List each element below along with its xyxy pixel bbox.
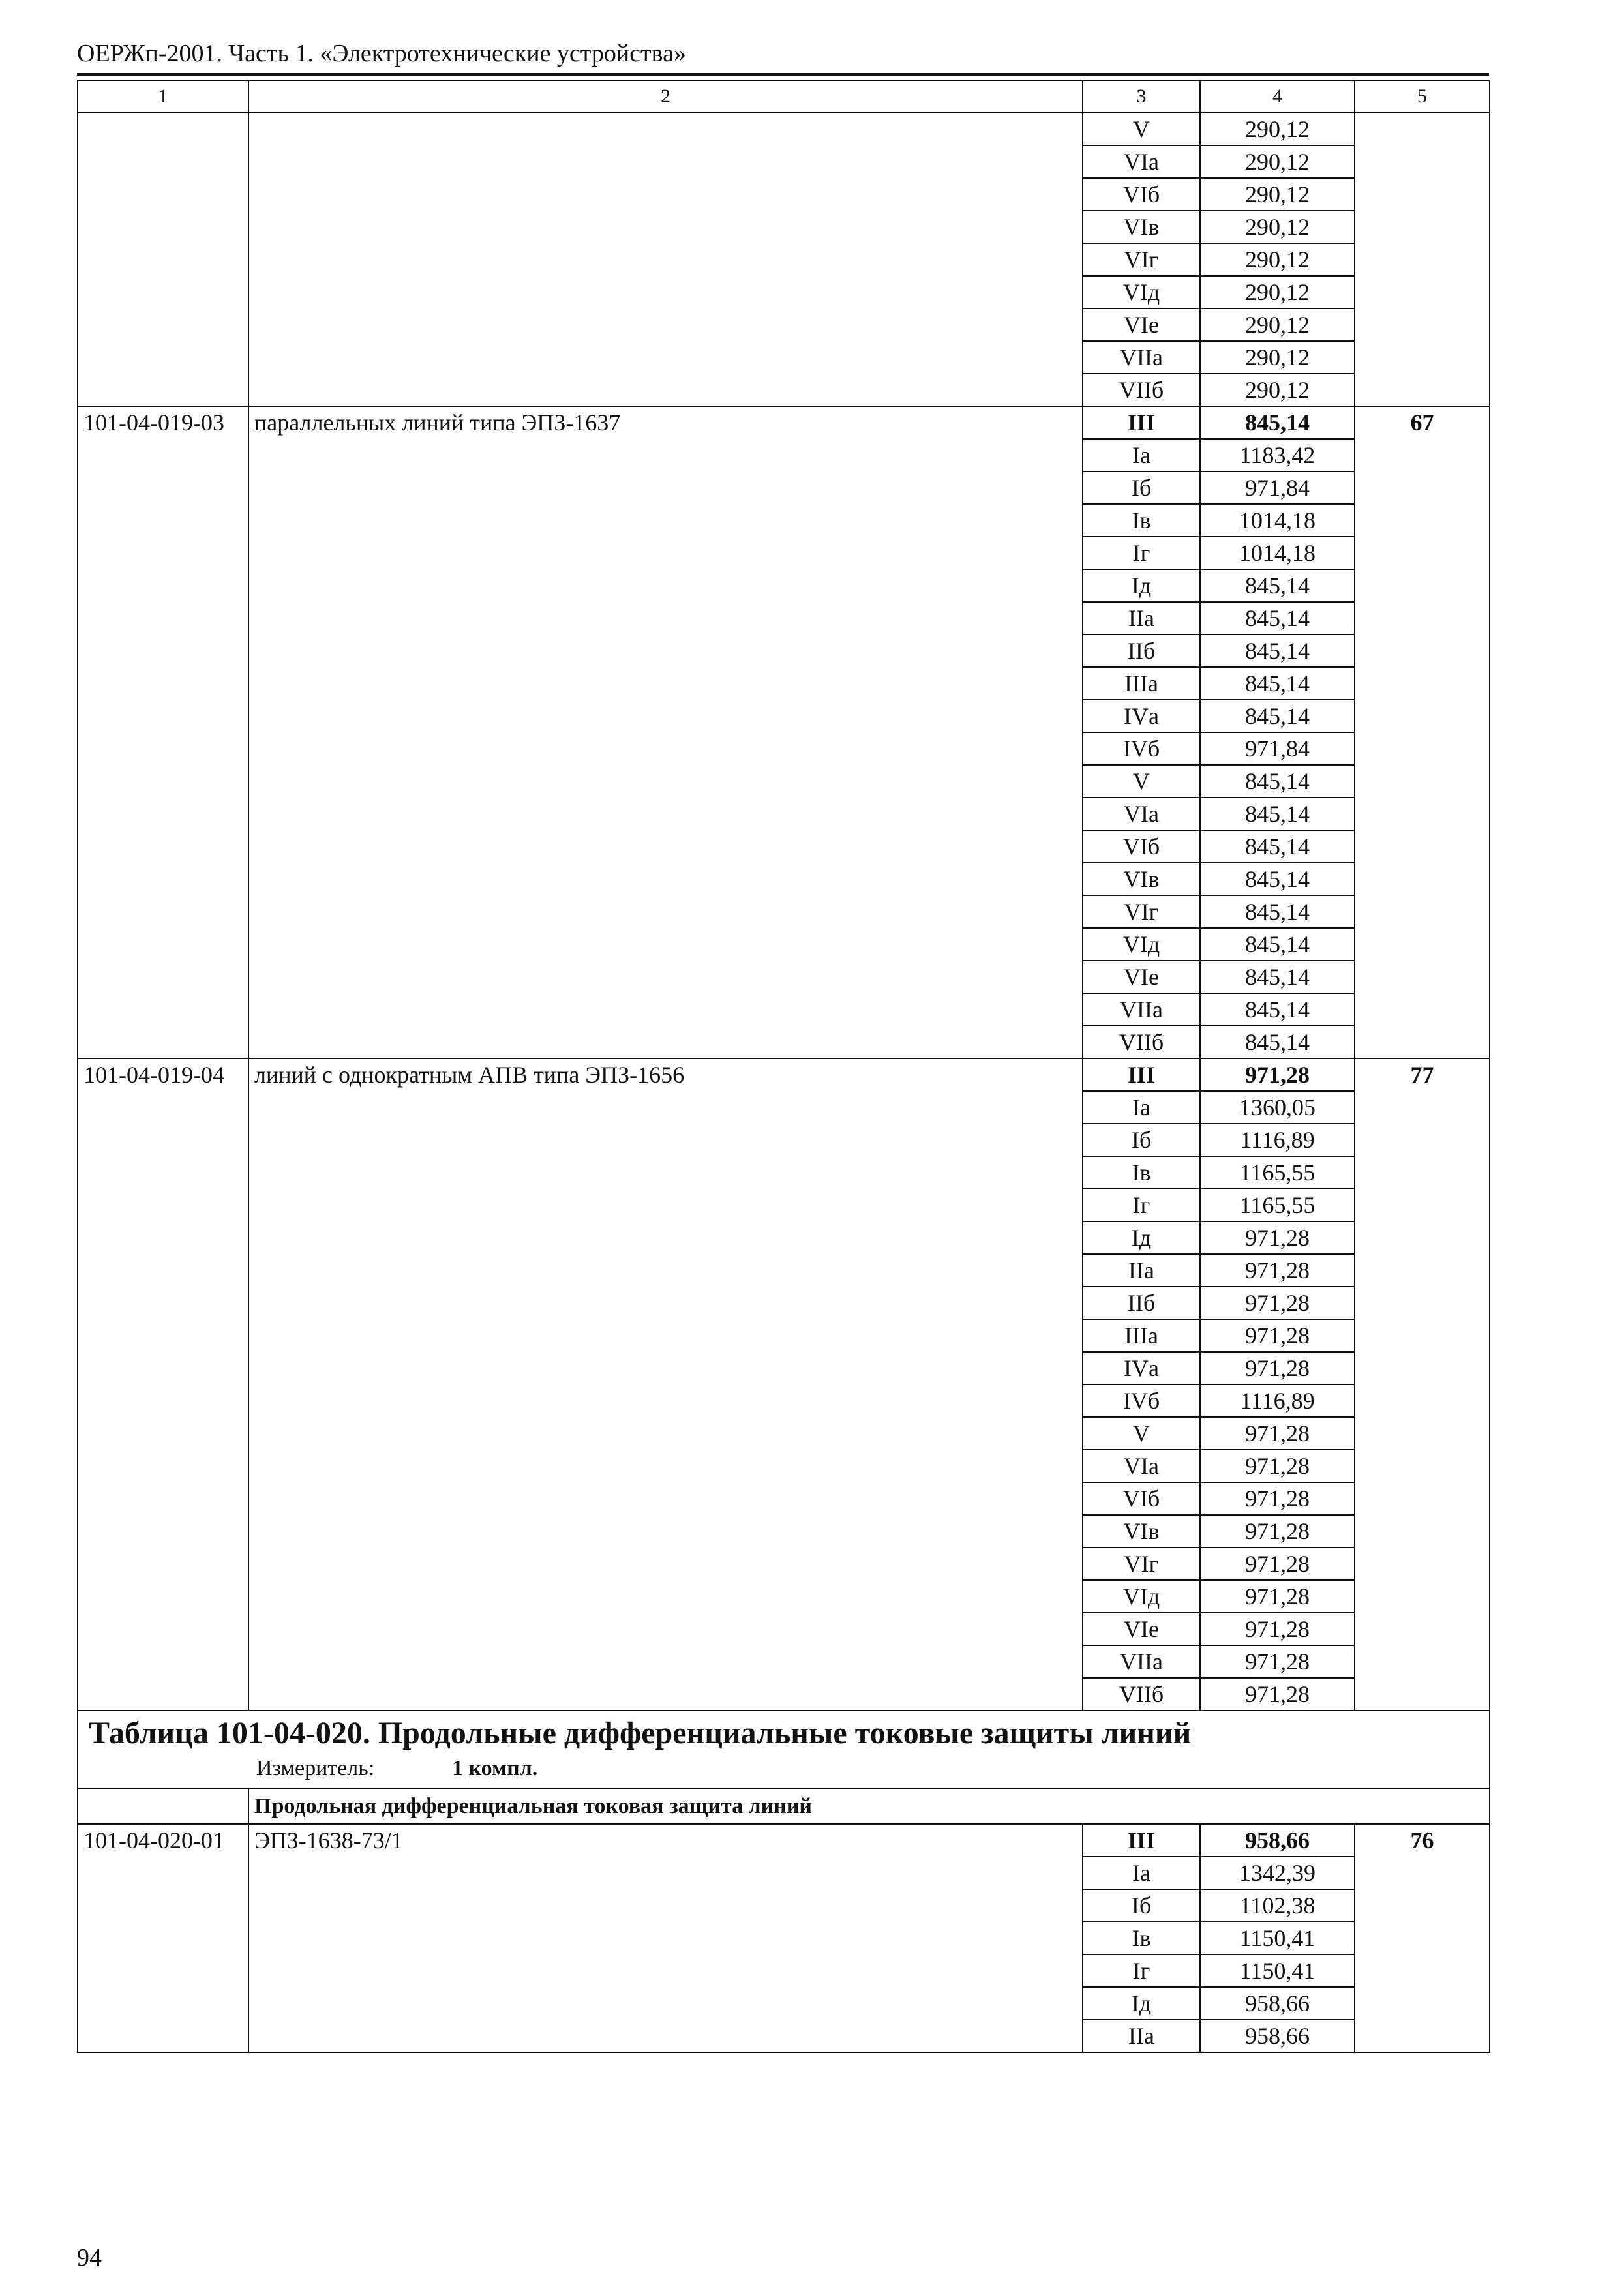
value-cell: 971,28 xyxy=(1200,1221,1355,1254)
value-cell: 845,14 xyxy=(1200,895,1355,928)
value-cell: 971,28 xyxy=(1200,1254,1355,1287)
value-cell: 1165,55 xyxy=(1200,1156,1355,1189)
value-cell: 1183,42 xyxy=(1200,439,1355,471)
value-cell: 1116,89 xyxy=(1200,1384,1355,1417)
item-code-cell: 101-04-019-04 xyxy=(78,1058,248,1711)
section-title: Таблица 101-04-020. Продольные дифференциальные токовые защиты линий xyxy=(89,1716,1192,1750)
zone-cell: VIIа xyxy=(1083,341,1200,374)
zone-cell: VIв xyxy=(1083,211,1200,243)
zone-cell: VIе xyxy=(1083,961,1200,993)
value-cell: 971,28 xyxy=(1200,1450,1355,1482)
value-cell: 290,12 xyxy=(1200,243,1355,276)
value-cell: 845,14 xyxy=(1200,928,1355,961)
value-cell: 971,28 xyxy=(1200,1417,1355,1450)
value-cell: 971,28 xyxy=(1200,1678,1355,1711)
section-title-row xyxy=(78,1711,1490,1789)
col5-cell xyxy=(1355,113,1490,406)
value-cell: 290,12 xyxy=(1200,308,1355,341)
value-cell: 845,14 xyxy=(1200,798,1355,830)
zone-cell: VIв xyxy=(1083,1515,1200,1548)
value-cell: 1342,39 xyxy=(1200,1857,1355,1889)
value-cell: 845,14 xyxy=(1200,830,1355,863)
value-cell: 845,14 xyxy=(1200,1026,1355,1058)
table-row xyxy=(78,113,1490,145)
value-cell: 290,12 xyxy=(1200,145,1355,178)
value-cell: 290,12 xyxy=(1200,211,1355,243)
page-header: ОЕРЖп-2001. Часть 1. «Электротехнические устройства» xyxy=(77,40,686,67)
zone-cell: Iг xyxy=(1083,537,1200,569)
value-cell: 958,66 xyxy=(1200,2020,1355,2052)
zone-cell: VIд xyxy=(1083,276,1200,308)
price-table-body xyxy=(78,80,1490,2052)
zone-cell: IIа xyxy=(1083,602,1200,635)
zone-cell: Iд xyxy=(1083,569,1200,602)
value-cell: 1150,41 xyxy=(1200,1922,1355,1954)
zone-cell: Iб xyxy=(1083,1889,1200,1922)
zone-cell: IIIа xyxy=(1083,1319,1200,1352)
zone-cell: V xyxy=(1083,113,1200,145)
value-cell: 1014,18 xyxy=(1200,504,1355,537)
zone-cell: VIд xyxy=(1083,1580,1200,1613)
value-cell: 971,28 xyxy=(1200,1515,1355,1548)
zone-cell: IVа xyxy=(1083,1352,1200,1384)
measure-line xyxy=(89,1753,1479,1784)
value-cell: 290,12 xyxy=(1200,276,1355,308)
zone-cell: IVб xyxy=(1083,732,1200,765)
value-cell: 958,66 xyxy=(1200,1987,1355,2020)
zone-cell: Iб xyxy=(1083,471,1200,504)
zone-cell: Iв xyxy=(1083,504,1200,537)
zone-cell: VIв xyxy=(1083,863,1200,895)
value-cell: 971,28 xyxy=(1200,1548,1355,1580)
value-cell: 845,14 xyxy=(1200,569,1355,602)
measure-value: 1 компл. xyxy=(452,1756,538,1780)
zone-cell: Iа xyxy=(1083,1857,1200,1889)
value-cell: 845,14 xyxy=(1200,602,1355,635)
value-cell: 971,28 xyxy=(1200,1580,1355,1613)
zone-cell: V xyxy=(1083,1417,1200,1450)
column-number: 1 xyxy=(78,80,248,113)
zone-cell: Iв xyxy=(1083,1156,1200,1189)
zone-cell: VIг xyxy=(1083,243,1200,276)
value-cell: 971,84 xyxy=(1200,471,1355,504)
measure-label: Измеритель: xyxy=(256,1756,375,1780)
item-name-cell: линий с однократным АПВ типа ЭПЗ-1656 xyxy=(248,1058,1083,1711)
zone-cell: III xyxy=(1083,1058,1200,1091)
col5-cell: 77 xyxy=(1355,1058,1490,1711)
zone-cell: Iв xyxy=(1083,1922,1200,1954)
zone-cell: VIа xyxy=(1083,1450,1200,1482)
zone-cell: Iб xyxy=(1083,1124,1200,1156)
zone-cell: IIа xyxy=(1083,1254,1200,1287)
value-cell: 971,84 xyxy=(1200,732,1355,765)
zone-cell: VIг xyxy=(1083,895,1200,928)
page-number: 94 xyxy=(77,2244,102,2271)
value-cell: 845,14 xyxy=(1200,406,1355,439)
value-cell: 971,28 xyxy=(1200,1613,1355,1645)
zone-cell: IVб xyxy=(1083,1384,1200,1417)
item-code-cell: 101-04-020-01 xyxy=(78,1824,248,2052)
zone-cell: Iд xyxy=(1083,1221,1200,1254)
value-cell: 971,28 xyxy=(1200,1482,1355,1515)
header-rule xyxy=(77,73,1489,76)
value-cell: 1360,05 xyxy=(1200,1091,1355,1124)
item-name-cell xyxy=(248,113,1083,406)
subheading-cell: Продольная дифференциальная токовая защита линий xyxy=(248,1789,1490,1824)
value-cell: 958,66 xyxy=(1200,1824,1355,1857)
value-cell: 845,14 xyxy=(1200,700,1355,732)
value-cell: 845,14 xyxy=(1200,993,1355,1026)
zone-cell: III xyxy=(1083,1824,1200,1857)
value-cell: 1116,89 xyxy=(1200,1124,1355,1156)
zone-cell: VIб xyxy=(1083,830,1200,863)
zone-cell: VIе xyxy=(1083,1613,1200,1645)
zone-cell: VIг xyxy=(1083,1548,1200,1580)
value-cell: 971,28 xyxy=(1200,1287,1355,1319)
value-cell: 845,14 xyxy=(1200,765,1355,798)
col5-cell: 67 xyxy=(1355,406,1490,1058)
value-cell: 971,28 xyxy=(1200,1645,1355,1678)
value-cell: 845,14 xyxy=(1200,635,1355,667)
value-cell: 971,28 xyxy=(1200,1352,1355,1384)
zone-cell: VIIа xyxy=(1083,993,1200,1026)
value-cell: 845,14 xyxy=(1200,863,1355,895)
value-cell: 290,12 xyxy=(1200,113,1355,145)
table-row xyxy=(78,406,1490,439)
column-number: 2 xyxy=(248,80,1083,113)
zone-cell: Iг xyxy=(1083,1189,1200,1221)
value-cell: 845,14 xyxy=(1200,667,1355,700)
value-cell: 845,14 xyxy=(1200,961,1355,993)
column-number-row xyxy=(78,80,1490,113)
value-cell: 1014,18 xyxy=(1200,537,1355,569)
column-number: 3 xyxy=(1083,80,1200,113)
item-name-cell: параллельных линий типа ЭПЗ-1637 xyxy=(248,406,1083,1058)
value-cell: 290,12 xyxy=(1200,374,1355,406)
subheading-blank-cell xyxy=(78,1789,248,1824)
value-cell: 290,12 xyxy=(1200,341,1355,374)
value-cell: 1165,55 xyxy=(1200,1189,1355,1221)
zone-cell: VIа xyxy=(1083,798,1200,830)
zone-cell: Iг xyxy=(1083,1954,1200,1987)
zone-cell: VIа xyxy=(1083,145,1200,178)
zone-cell: VIIб xyxy=(1083,1026,1200,1058)
value-cell: 1150,41 xyxy=(1200,1954,1355,1987)
col5-cell: 76 xyxy=(1355,1824,1490,2052)
value-cell: 971,28 xyxy=(1200,1058,1355,1091)
value-cell: 1102,38 xyxy=(1200,1889,1355,1922)
zone-cell: IIIа xyxy=(1083,667,1200,700)
zone-cell: VIб xyxy=(1083,1482,1200,1515)
value-cell: 971,28 xyxy=(1200,1319,1355,1352)
zone-cell: Iд xyxy=(1083,1987,1200,2020)
zone-cell: IIб xyxy=(1083,635,1200,667)
zone-cell: VIIб xyxy=(1083,1678,1200,1711)
zone-cell: III xyxy=(1083,406,1200,439)
zone-cell: IVа xyxy=(1083,700,1200,732)
column-number: 4 xyxy=(1200,80,1355,113)
zone-cell: VIе xyxy=(1083,308,1200,341)
zone-cell: VIIа xyxy=(1083,1645,1200,1678)
table-row xyxy=(78,1058,1490,1091)
zone-cell: Iа xyxy=(1083,1091,1200,1124)
item-name-cell: ЭПЗ-1638-73/1 xyxy=(248,1824,1083,2052)
item-code-cell: 101-04-019-03 xyxy=(78,406,248,1058)
zone-cell: VIб xyxy=(1083,178,1200,211)
zone-cell: VIд xyxy=(1083,928,1200,961)
price-table xyxy=(77,80,1490,2053)
zone-cell: VIIб xyxy=(1083,374,1200,406)
zone-cell: IIб xyxy=(1083,1287,1200,1319)
section-title-cell xyxy=(78,1711,1490,1789)
table-row xyxy=(78,1824,1490,1857)
zone-cell: V xyxy=(1083,765,1200,798)
column-number: 5 xyxy=(1355,80,1490,113)
subheading-row xyxy=(78,1789,1490,1824)
zone-cell: Iа xyxy=(1083,439,1200,471)
value-cell: 290,12 xyxy=(1200,178,1355,211)
item-code-cell xyxy=(78,113,248,406)
zone-cell: IIа xyxy=(1083,2020,1200,2052)
